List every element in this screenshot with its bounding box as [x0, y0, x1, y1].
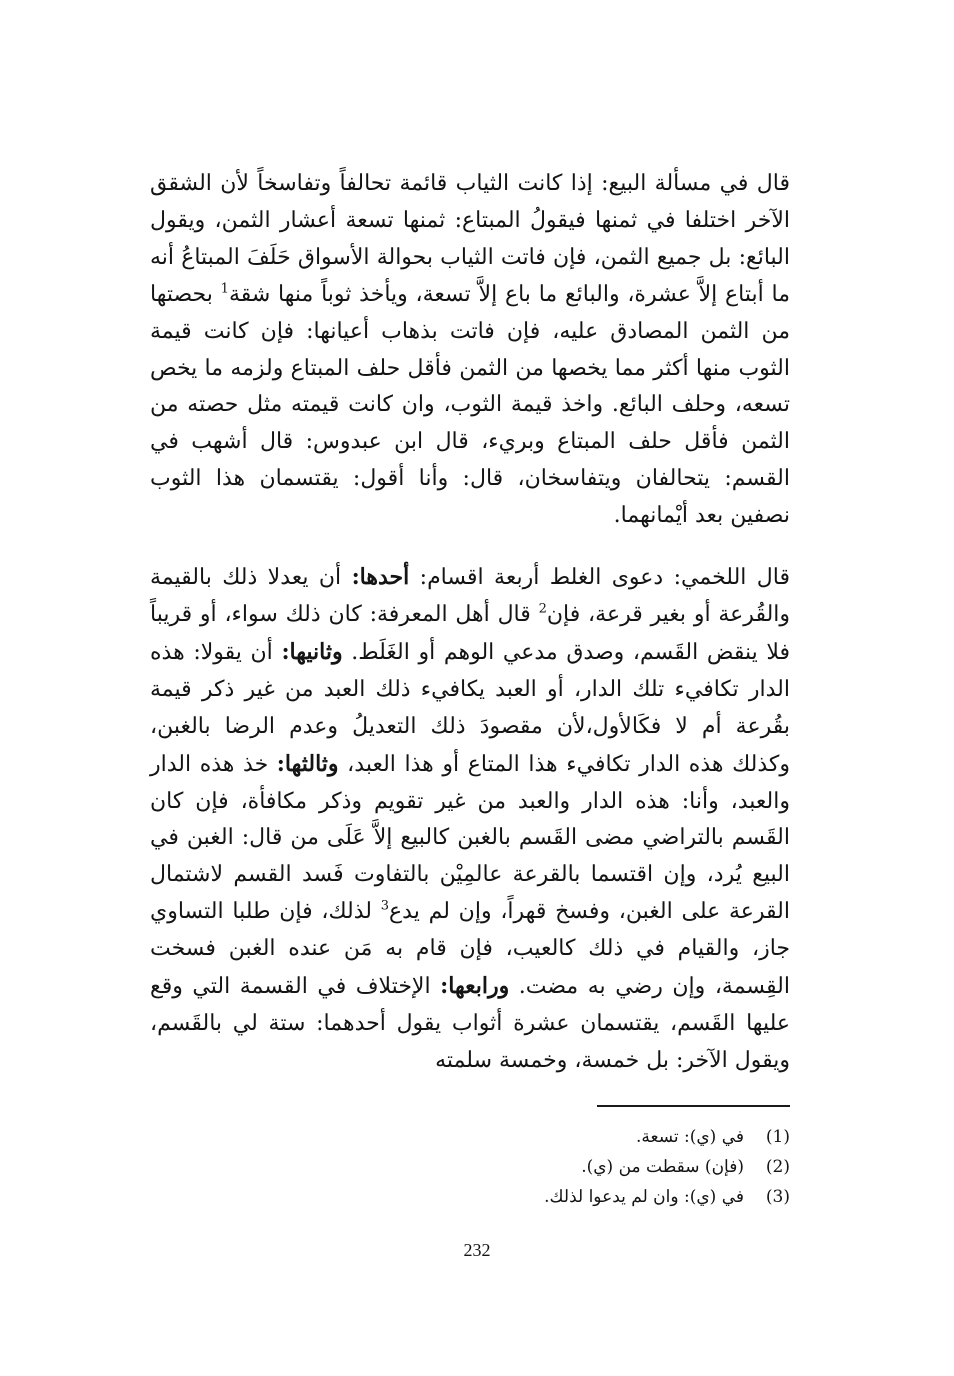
main-text — [150, 166, 790, 1080]
footnote-reference: 2 — [538, 601, 547, 617]
footnote-number: (2) — [765, 1157, 790, 1177]
footnote-item — [150, 1122, 790, 1152]
footnote-text: في (ي): وان لم يدعوا لذلك. — [544, 1187, 744, 1207]
paragraph — [150, 166, 790, 535]
text-segment: قال اللخمي: دعوى الغلط أربعة اقسام: — [409, 565, 790, 591]
text-segment: لذلك، فإن طلبا التساوي جاز، والقيام في ذلك كالعيب، فإن قام به مَن عنده الغبن فسخت القِسمة، وإن رضي به مضت. — [150, 899, 790, 1000]
footnote-text: (فإن) سقطت من (ي). — [581, 1157, 744, 1177]
text-segment: بحصتها من الثمن المصادق عليه، فإن فاتت بذهاب أعيانها: فإن كانت قيمة الثوب منها أكثر مما يخصها من الثمن فأقل حلف المبتاع ولزمه ما يخص تسعه، وحلف البائع. واخذ قيمة الثوب، وان كانت قيمته مثل حصته من الثمن فأقل حلف المبتاع وبريء، قال ابن عبدوس: قال أشهب في القسم: يتحالفان ويتفاسخان، قال: وأنا أقول: يقتسمان هذا الثوب نصفين بعد أيْمانهما. — [150, 281, 790, 529]
footnote-item — [150, 1152, 790, 1182]
bold-term: وثانيها: — [281, 638, 343, 665]
text-segment: أن يعدلا ذلك بالقيمة والقُرعة أو بغير قرعة، فإن — [150, 565, 791, 627]
text-segment: قال أهل المعرفة: كان ذلك سواء، أو قريباً فلا ينقض القَسم، وصدق مدعي الوهم أو الغَلَط. — [150, 601, 790, 665]
text-segment: خذ هذه الدار والعبد، وأنا: هذه الدار والعبد من غير تقويم وذكر مكافأة، فإن كان القَسم بالتراضي مضى القَسم بالغبن كالبيع إلاَّ عَلَى من قال: الغبن في البيع يُرد، وإن اقتسما بالقرعة عالمِيْن بالتفاوت فَسد القسم لاشتمال القرعة على الغبن، وفسخ قهراً، وإن لم يدع — [150, 751, 790, 925]
bold-term: وثالثها: — [276, 750, 339, 777]
footnote-reference: 3 — [380, 898, 390, 914]
paragraph — [150, 559, 790, 1080]
footnote-reference: 1 — [220, 281, 229, 297]
text-segment: الإختلاف في القسمة التي وقع عليها القَسم، يقتسمان عشرة أثواب يقول أحدهما: ستة لي بالقَسم، ويقول الآخر: بل خمسة، وخمسة سلمته — [150, 974, 790, 1073]
footnote-number: (1) — [765, 1127, 790, 1147]
bold-term: أحدها: — [351, 564, 410, 591]
footnote-separator — [597, 1105, 790, 1107]
text-segment: أن يقولا: هذه الدار تكافيء تلك الدار، أو العبد يكافيء ذلك العبد من غير ذكر قيمة بقُرعة أم لا فكَالأول،لأن مقصودَ ذلك التعديلُ وعدم الرضا بالغبن، وكذلك هذه الدار تكافيء هذا المتاع أو هذا العبد، — [150, 639, 790, 777]
footnotes — [150, 1122, 790, 1212]
footnote-item — [150, 1182, 790, 1212]
text-segment: قال في مسألة البيع: إذا كانت الثياب قائمة تحالفاً وتفاسخاً لأن الشقق الآخر اختلفا في ثمنها فيقولُ المبتاع: ثمنها تسعة أعشار الثمن، ويقول البائع: بل جميع الثمن، فإن فاتت الثياب بحوالة الأسواق حَلَفَ المبتاعُ أنه ما أبتاع إلاَّ عشرة، والبائع ما باع إلاَّ تسعة، ويأخذ ثوباً منها شقة — [150, 171, 790, 307]
bold-term: ورابعها: — [440, 973, 510, 1000]
page-number: 232 — [463, 1240, 491, 1260]
footnote-number: (3) — [765, 1187, 790, 1207]
footnote-text: في (ي): تسعة. — [635, 1127, 744, 1147]
